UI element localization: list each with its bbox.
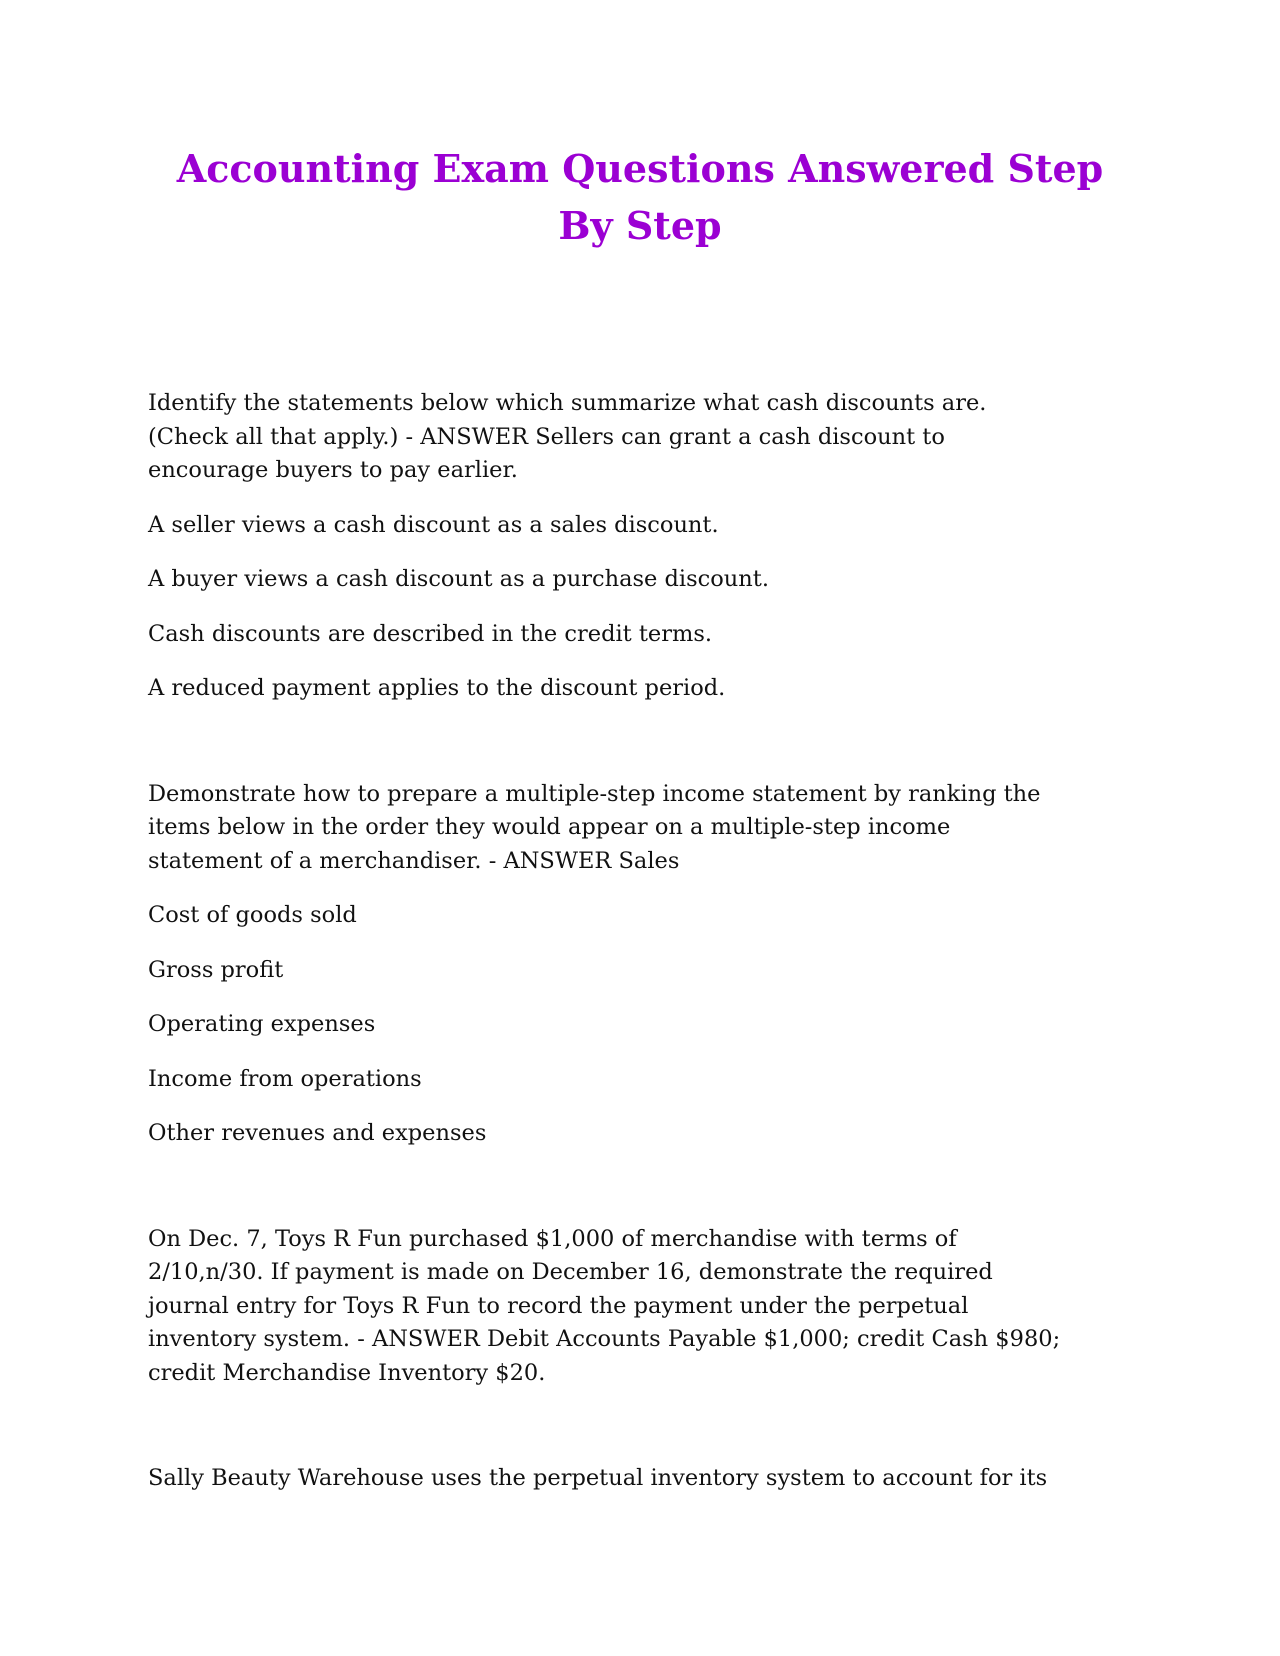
answer-item: Other revenues and expenses: [148, 1120, 487, 1146]
question-4: [148, 1462, 1148, 1496]
question-text-line: 2/10,n/30. If payment is made on December 16, demonstrate the required: [148, 1259, 993, 1285]
question-3: [148, 1223, 1148, 1391]
question-2: [148, 778, 1148, 1151]
title-line-2: By Step: [558, 203, 722, 248]
question-text-line: journal entry for Toys R Fun to record the payment under the perpetual: [148, 1292, 969, 1319]
answer-item: Gross profit: [148, 956, 284, 983]
question-text-line: items below in the order they would appear on a multiple-step income: [148, 814, 951, 840]
document-title: [120, 140, 1160, 254]
question-text-line: (Check all that apply.) - ANSWER Sellers can grant a cash discount to: [148, 423, 945, 450]
answer-item: Operating expenses: [148, 1011, 376, 1037]
answer-item: Income from operations: [148, 1065, 422, 1092]
answer-item: A seller views a cash discount as a sales discount.: [148, 511, 719, 538]
question-text-line: credit Merchandise Inventory $20.: [148, 1359, 546, 1386]
question-text-line: statement of a merchandiser. - ANSWER Sales: [148, 847, 680, 874]
answer-item: Cash discounts are described in the credit terms.: [148, 620, 713, 647]
answer-item: A buyer views a cash discount as a purchase discount.: [148, 566, 769, 592]
answer-item: Cost of goods sold: [148, 902, 357, 928]
question-text-line: Identify the statements below which summarize what cash discounts are.: [148, 390, 987, 416]
question-text-line: encourage buyers to pay earlier.: [148, 457, 518, 483]
answer-item: A reduced payment applies to the discount period.: [148, 675, 726, 701]
question-text-line: On Dec. 7, Toys R Fun purchased $1,000 of merchandise with terms of: [148, 1225, 957, 1252]
question-text-line: inventory system. - ANSWER Debit Accounts Payable $1,000; credit Cash $980;: [148, 1326, 1061, 1352]
document-body: [148, 387, 1148, 1496]
question-text-line: Demonstrate how to prepare a multiple-step income statement by ranking the: [148, 780, 1041, 807]
question-text-line: Sally Beauty Warehouse uses the perpetual inventory system to account for its: [148, 1465, 1048, 1491]
question-1: [148, 387, 1148, 706]
title-line-1: Accounting Exam Questions Answered Step: [176, 146, 1104, 191]
